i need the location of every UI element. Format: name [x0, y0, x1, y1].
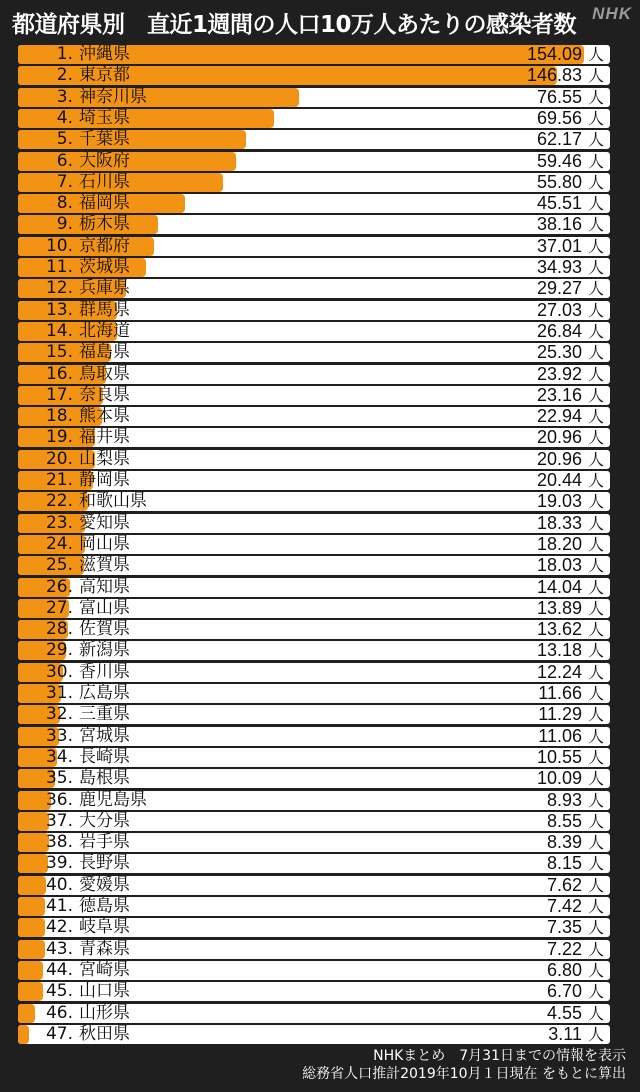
bar-row	[18, 1025, 610, 1044]
value-label: 27.03	[536, 300, 582, 320]
unit-label: 人	[587, 321, 604, 341]
rank-label: 25.	[45, 556, 73, 576]
unit-label: 人	[587, 747, 604, 767]
rank-label: 24.	[45, 534, 73, 554]
bar-row	[18, 641, 610, 660]
unit-label: 人	[587, 428, 604, 448]
value-label: 69.56	[536, 108, 582, 128]
value-label: 23.92	[536, 364, 582, 384]
prefecture-label: 徳島県	[79, 897, 130, 916]
unit-label: 人	[587, 385, 604, 405]
value-label: 76.55	[536, 87, 582, 107]
bar-row	[18, 876, 610, 895]
unit-label: 人	[587, 705, 604, 725]
unit-label: 人	[587, 641, 604, 661]
bar-row	[18, 428, 610, 447]
unit-label: 人	[587, 300, 604, 320]
footer-source: NHKまとめ 7月31日までの情報を表示	[373, 1048, 626, 1064]
prefecture-label: 鹿児島県	[79, 790, 147, 810]
prefecture-label: 愛知県	[79, 513, 130, 533]
value-label: 18.20	[536, 534, 582, 554]
unit-label: 人	[587, 172, 604, 192]
value-label: 7.35	[546, 918, 582, 938]
unit-label: 人	[587, 151, 604, 171]
rank-label: 14.	[45, 321, 73, 341]
unit-label: 人	[587, 236, 604, 256]
value-label: 7.62	[546, 875, 582, 895]
value-label: 4.55	[546, 1003, 582, 1023]
rank-label: 33.	[45, 726, 73, 746]
value-label: 7.22	[546, 939, 582, 959]
unit-label: 人	[587, 684, 604, 703]
prefecture-label: 高知県	[79, 577, 130, 597]
bar-row	[18, 258, 610, 277]
prefecture-label: 栃木県	[79, 215, 130, 235]
unit-label: 人	[587, 45, 604, 64]
bar-row	[18, 599, 610, 618]
rank-label: 18.	[45, 407, 73, 427]
rank-label: 47.	[45, 1024, 73, 1044]
unit-label: 人	[587, 918, 604, 938]
rank-label: 41.	[45, 897, 73, 916]
unit-label: 人	[587, 598, 604, 618]
unit-label: 人	[587, 726, 604, 746]
rank-label: 44.	[45, 960, 73, 980]
prefecture-label: 青森県	[79, 939, 130, 959]
unit-label: 人	[587, 897, 604, 916]
value-label: 12.24	[536, 662, 582, 682]
bar-row	[18, 620, 610, 639]
prefecture-label: 静岡県	[79, 471, 130, 490]
unit-label: 人	[587, 811, 604, 831]
unit-label: 人	[587, 343, 604, 363]
unit-label: 人	[587, 407, 604, 427]
bar-row	[18, 343, 610, 362]
prefecture-label: 鳥取県	[79, 364, 130, 384]
prefecture-label: 神奈川県	[79, 87, 147, 107]
rank-label: 21.	[45, 471, 73, 490]
rank-label: 7.	[56, 172, 73, 192]
unit-label: 人	[587, 833, 604, 853]
rank-label: 8.	[56, 194, 73, 214]
value-label: 23.16	[536, 385, 582, 405]
bar-row	[18, 365, 610, 384]
prefecture-label: 広島県	[79, 684, 130, 703]
prefecture-label: 佐賀県	[79, 620, 130, 640]
value-label: 38.16	[536, 215, 582, 235]
prefecture-label: 山梨県	[79, 449, 130, 469]
rank-label: 16.	[45, 364, 73, 384]
rank-label: 27.	[45, 598, 73, 618]
bar-row	[18, 109, 610, 128]
rank-label: 35.	[45, 769, 73, 789]
bar-row	[18, 833, 610, 852]
value-label: 8.15	[546, 854, 582, 874]
rank-label: 39.	[45, 854, 73, 874]
prefecture-label: 岩手県	[79, 833, 130, 853]
value-label: 7.42	[546, 897, 582, 916]
prefecture-label: 石川県	[79, 172, 130, 192]
bar-row	[18, 940, 610, 959]
unit-label: 人	[587, 364, 604, 384]
prefecture-label: 福島県	[79, 343, 130, 363]
bar-row	[18, 897, 610, 916]
rank-label: 28.	[45, 620, 73, 640]
value-label: 146.83	[526, 66, 582, 86]
unit-label: 人	[587, 258, 604, 277]
value-label: 19.03	[536, 492, 582, 512]
unit-label: 人	[587, 769, 604, 789]
unit-label: 人	[587, 130, 604, 150]
value-label: 6.70	[546, 982, 582, 1002]
unit-label: 人	[587, 66, 604, 86]
value-label: 18.33	[536, 513, 582, 533]
rank-label: 2.	[56, 66, 73, 86]
rank-label: 37.	[45, 811, 73, 831]
value-label: 11.66	[538, 684, 582, 703]
value-label: 11.29	[538, 705, 582, 725]
bar-row	[18, 66, 610, 85]
unit-label: 人	[587, 662, 604, 682]
prefecture-label: 埼玉県	[79, 108, 130, 128]
prefecture-label: 香川県	[79, 662, 130, 682]
rank-label: 42.	[45, 918, 73, 938]
unit-label: 人	[587, 279, 604, 299]
prefecture-label: 宮崎県	[79, 960, 130, 980]
unit-label: 人	[587, 194, 604, 214]
unit-label: 人	[587, 534, 604, 554]
rank-label: 12.	[45, 279, 73, 299]
bar-row	[18, 727, 610, 746]
rank-label: 13.	[45, 300, 73, 320]
rank-label: 29.	[45, 641, 73, 661]
rank-label: 23.	[45, 513, 73, 533]
bar-row	[18, 237, 610, 256]
rank-label: 6.	[56, 151, 73, 171]
unit-label: 人	[587, 215, 604, 235]
prefecture-label: 秋田県	[79, 1024, 130, 1044]
prefecture-label: 愛媛県	[79, 875, 130, 895]
value-label: 37.01	[536, 236, 582, 256]
bar-row	[18, 769, 610, 788]
prefecture-label: 千葉県	[79, 130, 130, 150]
rank-label: 17.	[45, 385, 73, 405]
rank-label: 9.	[56, 215, 73, 235]
bar-row	[18, 663, 610, 682]
value-label: 62.17	[536, 130, 582, 150]
unit-label: 人	[587, 875, 604, 895]
unit-label: 人	[587, 939, 604, 959]
prefecture-label: 北海道	[79, 321, 130, 341]
rank-label: 1.	[56, 45, 73, 64]
bar-row	[18, 514, 610, 533]
unit-label: 人	[587, 854, 604, 874]
rank-label: 31.	[45, 684, 73, 703]
prefecture-label: 三重県	[79, 705, 130, 725]
footer-note: 総務省人口推計2019年10月１日現在 をもとに算出	[302, 1066, 626, 1082]
prefecture-label: 長野県	[79, 854, 130, 874]
rank-label: 36.	[45, 790, 73, 810]
rank-label: 46.	[45, 1003, 73, 1023]
prefecture-label: 島根県	[79, 769, 130, 789]
bar-row	[18, 407, 610, 426]
bar-row	[18, 152, 610, 171]
value-label: 8.93	[546, 790, 582, 810]
bar-row	[18, 556, 610, 575]
bar-row	[18, 748, 610, 767]
prefecture-label: 福井県	[79, 428, 130, 448]
unit-label: 人	[587, 1024, 604, 1044]
bar-row	[18, 812, 610, 831]
rank-label: 11.	[45, 258, 73, 277]
value-label: 11.06	[538, 726, 582, 746]
bar-row	[18, 45, 610, 64]
bar-row	[18, 705, 610, 724]
value-label: 3.11	[548, 1024, 582, 1044]
unit-label: 人	[587, 1003, 604, 1023]
unit-label: 人	[587, 108, 604, 128]
value-label: 20.96	[536, 449, 582, 469]
prefecture-label: 山口県	[79, 982, 130, 1002]
value-label: 8.39	[546, 833, 582, 853]
value-label: 55.80	[536, 172, 582, 192]
value-label: 45.51	[536, 194, 582, 214]
unit-label: 人	[587, 960, 604, 980]
bar-row	[18, 854, 610, 873]
unit-label: 人	[587, 513, 604, 533]
prefecture-label: 大分県	[79, 811, 130, 831]
value-label: 20.96	[536, 428, 582, 448]
value-label: 13.18	[536, 641, 582, 661]
nhk-logo: NHK	[592, 4, 632, 23]
bar-row	[18, 322, 610, 341]
rank-label: 30.	[45, 662, 73, 682]
prefecture-label: 茨城県	[79, 258, 130, 277]
prefecture-label: 熊本県	[79, 407, 130, 427]
prefecture-label: 沖縄県	[79, 45, 130, 64]
prefecture-label: 滋賀県	[79, 556, 130, 576]
prefecture-label: 大阪府	[79, 151, 130, 171]
prefecture-label: 奈良県	[79, 385, 130, 405]
value-label: 10.09	[536, 769, 582, 789]
prefecture-label: 宮城県	[79, 726, 130, 746]
value-label: 13.62	[536, 620, 582, 640]
rank-label: 38.	[45, 833, 73, 853]
value-label: 10.55	[536, 747, 582, 767]
bar-row	[18, 492, 610, 511]
unit-label: 人	[587, 577, 604, 597]
prefecture-label: 京都府	[79, 236, 130, 256]
bar-row	[18, 194, 610, 213]
value-label: 26.84	[536, 321, 582, 341]
value-label: 14.04	[536, 577, 582, 597]
chart-title: 都道府県別 直近1週間の人口10万人あたりの感染者数	[12, 12, 577, 38]
unit-label: 人	[587, 492, 604, 512]
value-label: 6.80	[546, 960, 582, 980]
unit-label: 人	[587, 556, 604, 576]
prefecture-label: 東京都	[79, 66, 130, 86]
value-label: 8.55	[546, 811, 582, 831]
prefecture-label: 新潟県	[79, 641, 130, 661]
unit-label: 人	[587, 87, 604, 107]
bar-row	[18, 301, 610, 320]
unit-label: 人	[587, 471, 604, 490]
unit-label: 人	[587, 790, 604, 810]
prefecture-label: 群馬県	[79, 300, 130, 320]
rank-label: 5.	[56, 130, 73, 150]
bar-row	[18, 535, 610, 554]
bar-row	[18, 684, 610, 703]
bar-row	[18, 173, 610, 192]
value-label: 13.89	[536, 598, 582, 618]
value-label: 25.30	[536, 343, 582, 363]
prefecture-label: 岐阜県	[79, 918, 130, 938]
value-label: 59.46	[536, 151, 582, 171]
prefecture-label: 富山県	[79, 598, 130, 618]
bar-row	[18, 578, 610, 597]
bar-row	[18, 450, 610, 469]
prefecture-label: 兵庫県	[79, 279, 130, 299]
rank-label: 15.	[45, 343, 73, 363]
value-label: 18.03	[536, 556, 582, 576]
rank-label: 45.	[45, 982, 73, 1002]
rank-label: 19.	[45, 428, 73, 448]
rank-label: 3.	[56, 87, 73, 107]
bar-row	[18, 791, 610, 810]
rank-label: 40.	[45, 875, 73, 895]
bar-row	[18, 130, 610, 149]
bar-row	[18, 1004, 610, 1023]
value-label: 29.27	[536, 279, 582, 299]
rank-label: 10.	[45, 236, 73, 256]
prefecture-label: 長崎県	[79, 747, 130, 767]
bar-row	[18, 279, 610, 298]
prefecture-label: 岡山県	[79, 534, 130, 554]
rank-label: 43.	[45, 939, 73, 959]
rank-label: 22.	[45, 492, 73, 512]
bar-row	[18, 215, 610, 234]
bar-row	[18, 386, 610, 405]
unit-label: 人	[587, 620, 604, 640]
bar-row	[18, 88, 610, 107]
bar-row	[18, 961, 610, 980]
rank-label: 26.	[45, 577, 73, 597]
value-label: 154.09	[526, 45, 582, 64]
prefecture-label: 山形県	[79, 1003, 130, 1023]
prefecture-label: 和歌山県	[79, 492, 147, 512]
value-label: 22.94	[536, 407, 582, 427]
bar-row	[18, 982, 610, 1001]
unit-label: 人	[587, 982, 604, 1002]
bar-row	[18, 471, 610, 490]
rank-label: 32.	[45, 705, 73, 725]
value-label: 20.44	[536, 471, 582, 490]
rank-label: 20.	[45, 449, 73, 469]
prefecture-label: 福岡県	[79, 194, 130, 214]
value-label: 34.93	[536, 258, 582, 277]
bar-row	[18, 918, 610, 937]
unit-label: 人	[587, 449, 604, 469]
rank-label: 34.	[45, 747, 73, 767]
rank-label: 4.	[56, 108, 73, 128]
